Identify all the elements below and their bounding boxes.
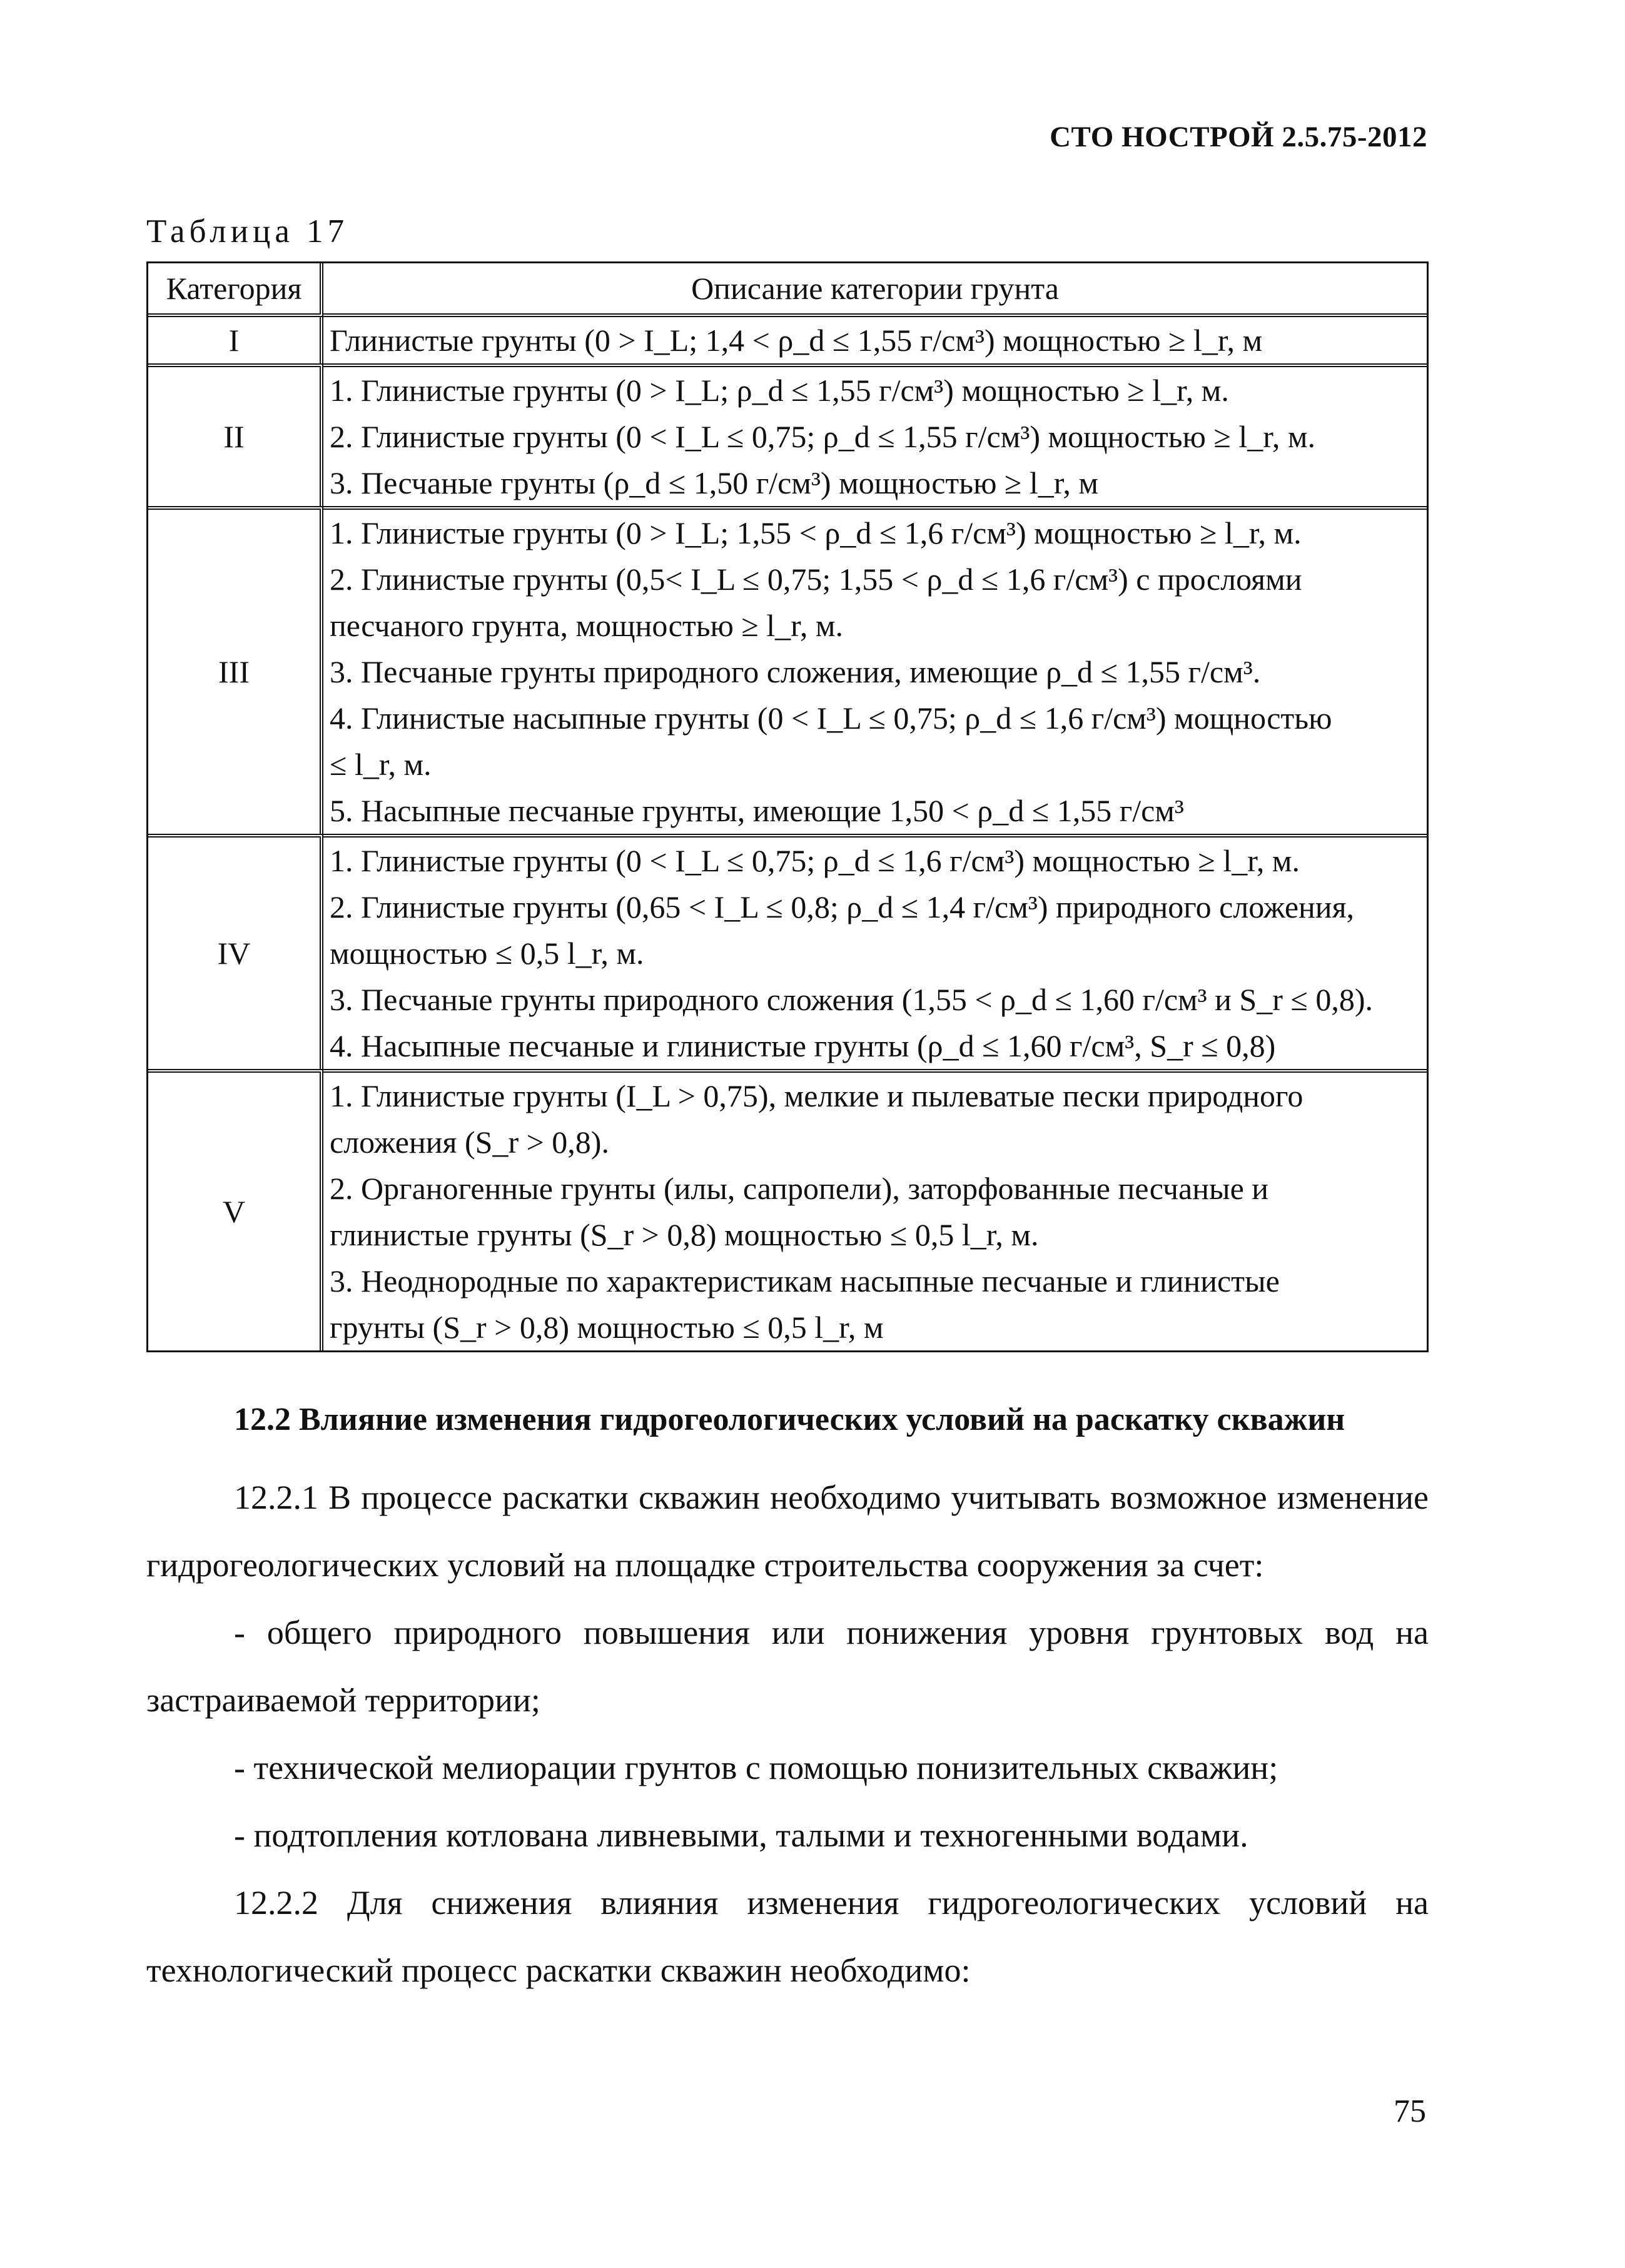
- description-line: 1. Глинистые грунты (0 > I_L; 1,55 < ρ_d ≤ 1,6 г/см³) мощностью ≥ l_r, м.: [330, 515, 1302, 550]
- description-line: мощностью ≤ 0,5 l_r, м.: [330, 936, 644, 971]
- description-line: 3. Неоднородные по характеристикам насыпные песчаные и глинистые: [330, 1263, 1280, 1299]
- table-row: [148, 506, 1427, 834]
- table-row: [148, 317, 1427, 363]
- list-item-natural-change: - общего природного повышения или понижения уровня грунтовых вод на застраиваемой территории;: [146, 1614, 1429, 1719]
- description-line: ≤ l_r, м.: [330, 747, 432, 782]
- description-cell: [323, 1069, 1427, 1350]
- category-cell: IV: [148, 834, 323, 1069]
- description-cell: [323, 506, 1427, 834]
- description-line: 5. Насыпные песчаные грунты, имеющие 1,50 < ρ_d ≤ 1,55 г/см³: [330, 793, 1184, 828]
- description-line: 1. Глинистые грунты (0 > I_L; ρ_d ≤ 1,55 г/см³) мощностью ≥ l_r, м.: [330, 373, 1229, 408]
- category-cell: V: [148, 1069, 323, 1350]
- paragraph-12-2-1: 12.2.1 В процессе раскатки скважин необходимо учитывать возможное изменение гидрогеологических условий на площадке строительства сооружения за счет:: [146, 1479, 1429, 1584]
- description-line: 3. Песчаные грунты природного сложения, имеющие ρ_d ≤ 1,55 г/см³.: [330, 654, 1261, 689]
- description-line: 3. Песчаные грунты (ρ_d ≤ 1,50 г/см³) мощностью ≥ l_r, м: [330, 465, 1099, 500]
- document-code: СТО НОСТРОЙ 2.5.75-2012: [1050, 121, 1427, 153]
- description-line: 1. Глинистые грунты (I_L > 0,75), мелкие и пылеватые пески природного: [330, 1078, 1304, 1113]
- column-header-category: Категория: [148, 263, 323, 317]
- description-line: 2. Глинистые грунты (0 < I_L ≤ 0,75; ρ_d ≤ 1,55 г/см³) мощностью ≥ l_r, м.: [330, 419, 1316, 454]
- description-line: 1. Глинистые грунты (0 < I_L ≤ 0,75; ρ_d ≤ 1,6 г/см³) мощностью ≥ l_r, м.: [330, 843, 1300, 878]
- category-table: [146, 261, 1429, 1352]
- description-cell: [323, 834, 1427, 1069]
- description-cell: [323, 363, 1427, 506]
- description-line: грунты (S_r > 0,8) мощностью ≤ 0,5 l_r, м: [330, 1310, 884, 1345]
- category-cell: II: [148, 363, 323, 506]
- description-line: 2. Органогенные грунты (илы, сапропели), заторфованные песчаные и: [330, 1171, 1269, 1206]
- soil-category-table: [146, 261, 1429, 1352]
- list-item-flooding: - подтопления котлована ливневыми, талыми и техногенными водами.: [234, 1816, 1248, 1854]
- category-cell: I: [148, 317, 323, 363]
- description-line: 2. Глинистые грунты (0,65 < I_L ≤ 0,8; ρ_d ≤ 1,4 г/см³) природного сложения,: [330, 889, 1355, 924]
- description-line: сложения (S_r > 0,8).: [330, 1125, 609, 1160]
- table-row: [148, 363, 1427, 506]
- column-header-description: Описание категории грунта: [323, 263, 1427, 317]
- description-line: песчаного грунта, мощностью ≥ l_r, м.: [330, 608, 843, 643]
- table-body: [148, 317, 1427, 1350]
- table-header-row: [148, 263, 1427, 317]
- category-cell: III: [148, 506, 323, 834]
- description-line: 4. Насыпные песчаные и глинистые грунты (ρ_d ≤ 1,60 г/см³, S_r ≤ 0,8): [330, 1028, 1276, 1063]
- description-line: 3. Песчаные грунты природного сложения (1,55 < ρ_d ≤ 1,60 г/см³ и S_r ≤ 0,8).: [330, 982, 1373, 1017]
- table-caption: Таблица 17: [146, 213, 349, 250]
- section-heading: 12.2 Влияние изменения гидрогеологических условий на раскатку скважин: [234, 1402, 1345, 1437]
- description-line: 4. Глинистые насыпные грунты (0 < I_L ≤ 0,75; ρ_d ≤ 1,6 г/см³) мощностью: [330, 701, 1332, 736]
- list-item-melioration: - технической мелиорации грунтов с помощью понизительных скважин;: [234, 1749, 1278, 1786]
- paragraph-12-2-2: 12.2.2 Для снижения влияния изменения гидрогеологических условий на технологический процесс раскатки скважин необходимо:: [146, 1884, 1429, 1989]
- description-line: глинистые грунты (S_r > 0,8) мощностью ≤ 0,5 l_r, м.: [330, 1217, 1039, 1252]
- table-row: [148, 1069, 1427, 1350]
- table-row: [148, 834, 1427, 1069]
- page-number: 75: [1394, 2093, 1426, 2129]
- description-line: Глинистые грунты (0 > I_L; 1,4 < ρ_d ≤ 1,55 г/см³) мощностью ≥ l_r, м: [330, 323, 1263, 358]
- description-cell: [323, 317, 1427, 363]
- description-line: 2. Глинистые грунты (0,5< I_L ≤ 0,75; 1,55 < ρ_d ≤ 1,6 г/см³) с прослоями: [330, 562, 1302, 597]
- section-body: [146, 1464, 1429, 2004]
